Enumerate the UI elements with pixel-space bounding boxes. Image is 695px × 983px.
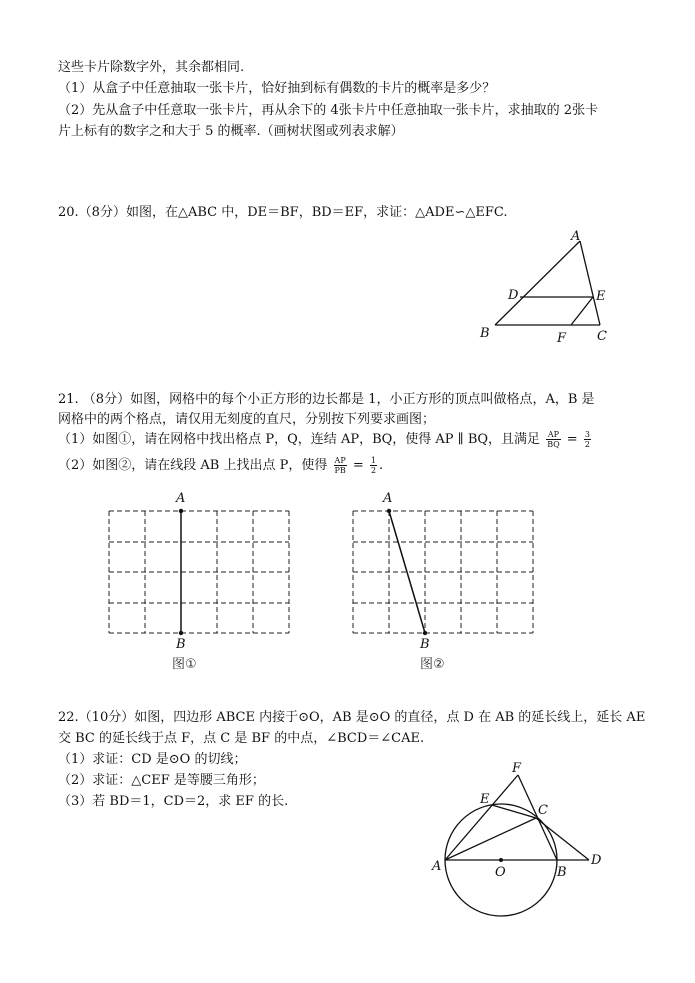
label-a: A: [571, 229, 581, 244]
label-f: F: [557, 331, 567, 346]
fraction-denominator: 2: [370, 466, 377, 475]
label-d: D: [591, 853, 602, 868]
fig1-label-a: A: [176, 491, 186, 506]
q21-part1-text: （1）如图①，请在网格中找出格点 P，Q，连结 AP，BQ，使得 AP ∥ BQ，且满足: [58, 432, 541, 447]
q20-text: 20.（8分）如图，在△ABC 中，DE＝BF，BD＝EF，求证：△ADE∽△EFC.: [58, 205, 508, 220]
fig2-label-b: B: [420, 637, 430, 652]
q21-line2: 网格中的两个格点，请仅用无刻度的直尺，分别按下列要求画图；: [58, 412, 436, 427]
q19-part2-line1: （2）先从盒子中任意取一张卡片，再从余下的 4张卡片中任意抽取一张卡片，求抽取的 2张卡: [58, 103, 599, 118]
fraction-denominator: PB: [334, 466, 346, 475]
label-a: A: [432, 859, 442, 874]
label-o: O: [495, 865, 506, 880]
q21-part2-text: （2）如图②，请在线段 AB 上找出点 P，使得: [58, 458, 328, 473]
q19-part1: （1）从盒子中任意抽取一张卡片，恰好抽到标有偶数的卡片的概率是多少？: [58, 81, 496, 96]
label-b: B: [480, 326, 490, 341]
fraction-numerator: 3: [584, 430, 590, 439]
segment-af: [445, 775, 518, 860]
period: .: [379, 458, 384, 473]
q19-part2-line2: 片上标有的数字之和大于 5 的概率.（画树状图或列表求解）: [58, 124, 404, 139]
q19-intro: 这些卡片除数字外，其余都相同.: [58, 60, 245, 75]
center-o-dot: [499, 858, 503, 862]
label-e: E: [596, 289, 606, 304]
fraction-denominator: BQ: [547, 440, 560, 449]
fraction-numerator: 1: [370, 456, 377, 465]
q22-line2: 交 BC 的延长线于点 F，点 C 是 BF 的中点，∠BCD＝∠CAE.: [58, 731, 425, 746]
fraction-denominator: 2: [584, 440, 590, 449]
fig1-label-b: B: [176, 637, 186, 652]
q22-line1: 22.（10分）如图，四边形 ABCE 内接于⊙O，AB 是⊙O 的直径，点 D 在 AB 的延长线上，延长 AE: [58, 710, 646, 725]
q22-part2: （2）求证：△CEF 是等腰三角形；: [58, 773, 265, 788]
equals-sign: =: [352, 458, 364, 473]
equals-sign: =: [566, 432, 578, 447]
fig2-caption: 图②: [420, 657, 445, 672]
label-d: D: [508, 288, 519, 303]
q22-part3: （3）若 BD＝1，CD＝2，求 EF 的长.: [58, 794, 289, 809]
label-c: C: [597, 329, 607, 344]
fig1-caption: 图①: [172, 657, 197, 672]
fraction-numerator: AP: [334, 456, 346, 465]
q21-line1: 21. （8分）如图，网格中的每个小正方形的边长都是 1，小正方形的顶点叫做格点，A，B 是: [58, 392, 595, 407]
label-e: E: [480, 792, 490, 807]
fraction-numerator: AP: [547, 430, 559, 439]
segment-cd: [536, 818, 589, 860]
fig2-label-a: A: [383, 491, 393, 506]
label-b: B: [557, 865, 567, 880]
label-f: F: [512, 761, 522, 776]
q22-part1: （1）求证：CD 是⊙O 的切线；: [58, 752, 247, 767]
label-c: C: [538, 803, 548, 818]
